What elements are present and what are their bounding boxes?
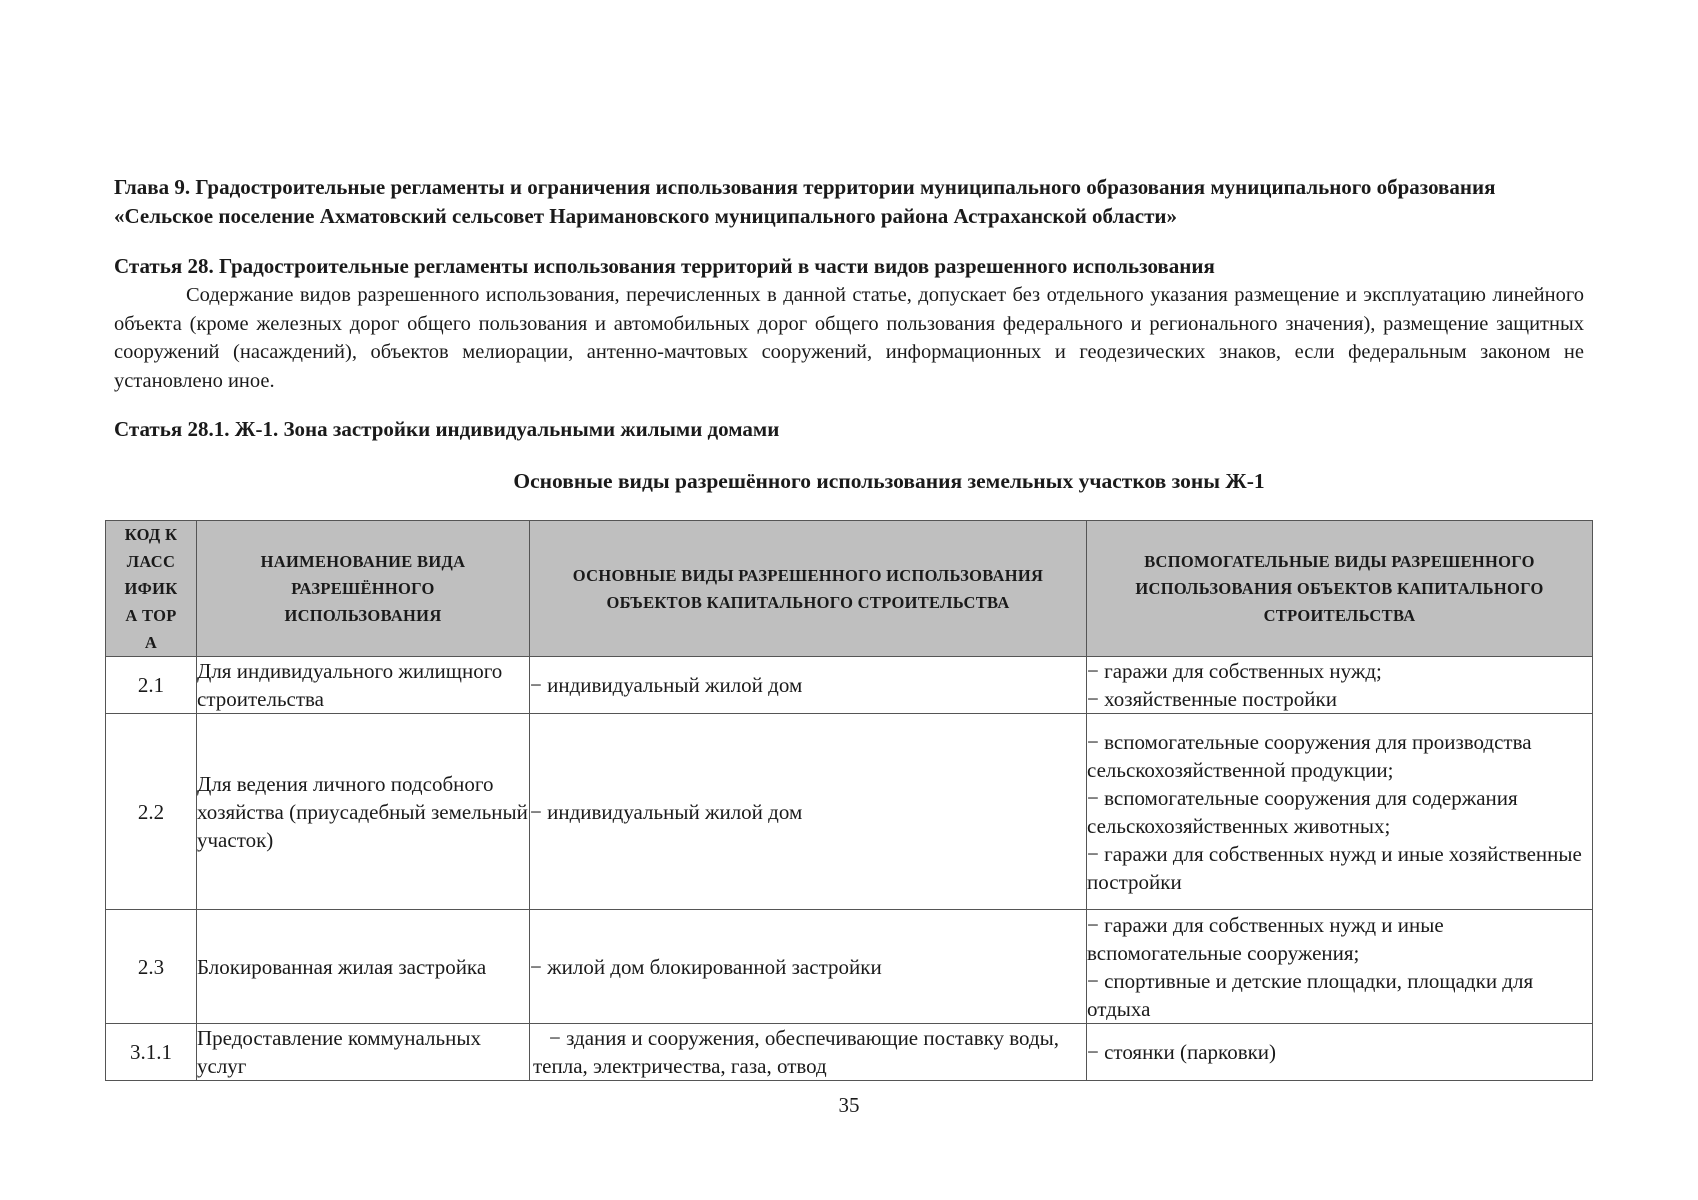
aux-use-item: − гаражи для собственных нужд и иные хозяйственные постройки	[1087, 841, 1582, 894]
article-28-paragraph: Содержание видов разрешенного использования, перечисленных в данной статье, допускает без отдельного указания размещение и эксплуатацию линейного объекта (кроме железных дорог общего пользования и автомобильных дорог общего пользования федерального и регионального значения), размещение защитных сооружений (насаждений), объектов мелиорации, антенно-мачтовых сооружений, информационных и геодезических знаков, если федеральным законом не установлено иное.	[114, 284, 1584, 392]
row-name: Предоставление коммунальных услуг	[197, 1024, 530, 1081]
row-code: 2.1	[106, 657, 197, 714]
table-row	[106, 910, 1593, 1024]
article-28-block	[114, 252, 1584, 395]
table-title: Основные виды разрешённого использования земельных участков зоны Ж-1	[513, 469, 1265, 493]
header-name: НАИМЕНОВАНИЕ ВИДА РАЗРЕШЁННОГО ИСПОЛЬЗОВАНИЯ	[197, 521, 530, 657]
aux-use-item: − хозяйственные постройки	[1087, 687, 1337, 711]
row-aux-use	[1087, 714, 1593, 910]
main-use-item: − индивидуальный жилой дом	[530, 673, 803, 697]
row-name: Для ведения личного подсобного хозяйства (приусадебный земельный участок)	[197, 714, 530, 910]
table-row	[106, 1024, 1593, 1081]
header-aux: ВСПОМОГАТЕЛЬНЫЕ ВИДЫ РАЗРЕШЕННОГО ИСПОЛЬЗОВАНИЯ ОБЪЕКТОВ КАПИТАЛЬНОГО СТРОИТЕЛЬСТВА	[1087, 521, 1593, 657]
article-28-heading: Статья 28. Градостроительные регламенты использования территорий в части видов разрешенного использования	[114, 254, 1215, 278]
main-use-item: − индивидуальный жилой дом	[530, 799, 803, 824]
table-row	[106, 714, 1593, 910]
article-28-1-block	[114, 415, 1584, 444]
chapter-heading-block	[114, 173, 1584, 231]
table-row	[106, 657, 1593, 714]
row-aux-use	[1087, 1024, 1593, 1081]
row-code: 2.2	[106, 714, 197, 910]
main-use-item: − жилой дом блокированной застройки	[530, 954, 882, 979]
zone-table	[105, 520, 1593, 1081]
row-code: 3.1.1	[106, 1024, 197, 1081]
row-name: Блокированная жилая застройка	[197, 910, 530, 1024]
aux-use-item: − стоянки (парковки)	[1087, 1040, 1277, 1064]
row-main-use	[530, 714, 1087, 910]
header-main: ОСНОВНЫЕ ВИДЫ РАЗРЕШЕННОГО ИСПОЛЬЗОВАНИЯ ОБЪЕКТОВ КАПИТАЛЬНОГО СТРОИТЕЛЬСТВА	[530, 521, 1087, 657]
row-main-use	[530, 1024, 1087, 1081]
main-use-item: − здания и сооружения, обеспечивающие поставку воды, тепла, электричества, газа, отвод	[533, 1026, 1059, 1078]
chapter-heading: Глава 9. Градостроительные регламенты и ограничения использования территории муниципального образования муниципального образования «Сельское поселение Ахматовский сельсовет Наримановского муниципального района Астраханской области»	[114, 175, 1496, 228]
aux-use-item: − спортивные и детские площадки, площадки для отдыха	[1087, 968, 1534, 1021]
page-number: 35	[838, 1093, 860, 1117]
table-header-row	[106, 521, 1593, 657]
row-aux-use	[1087, 657, 1593, 714]
aux-use-item: − вспомогательные сооружения для производства сельскохозяйственной продукции;	[1087, 729, 1532, 782]
header-code: КОД КЛАСС ИФИКА ТОРА	[106, 521, 197, 657]
row-code: 2.3	[106, 910, 197, 1024]
aux-use-item: − вспомогательные сооружения для содержания сельскохозяйственных животных;	[1087, 785, 1518, 838]
aux-use-item: − гаражи для собственных нужд и иные вспомогательные сооружения;	[1087, 912, 1444, 965]
row-main-use	[530, 910, 1087, 1024]
row-aux-use	[1087, 910, 1593, 1024]
aux-use-item: − гаражи для собственных нужд;	[1087, 659, 1382, 683]
row-name: Для индивидуального жилищного строительства	[197, 657, 530, 714]
article-28-1-heading: Статья 28.1. Ж-1. Зона застройки индивидуальными жилыми домами	[114, 417, 780, 441]
row-main-use	[530, 657, 1087, 714]
